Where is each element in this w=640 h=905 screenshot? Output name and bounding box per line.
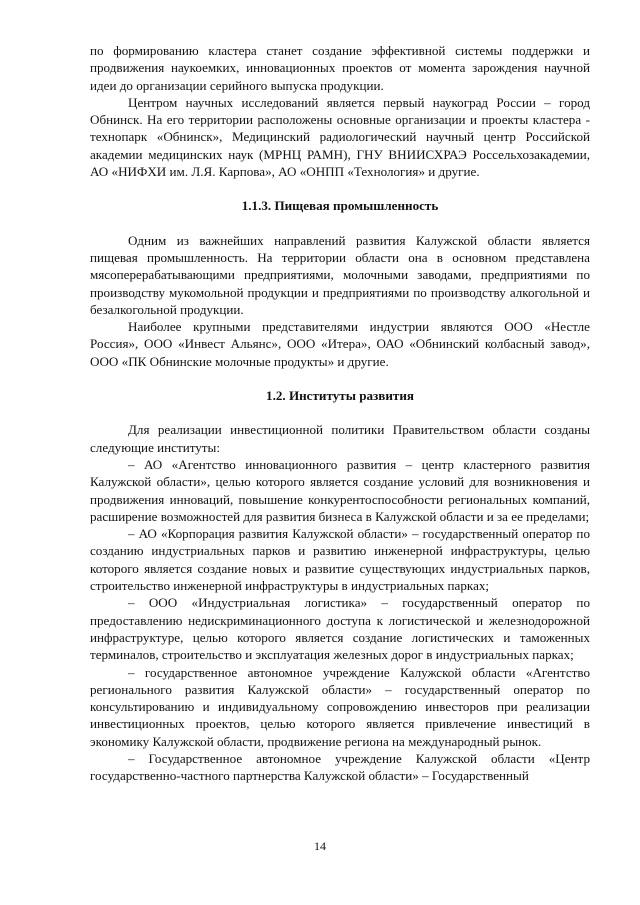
obninsk-paragraph: Центром научных исследований является первый наукоград России – город Обнинск. На его территории расположены основные организации и проекты кластера - технопарк «Обнинск», Медицинский радиологический научный центр Российской академии медицинских наук (МРНЦ РАМН), ГНУ ВНИИСХРАЭ Россельхозакадемии, АО «НИФХИ им. Л.Я. Карпова», АО «ОНПП «Технология» и другие. bbox=[90, 94, 590, 180]
intro-paragraph: по формированию кластера станет создание эффективной системы поддержки и продвижения наукоемких, инновационных проектов от момента зарождения научной идеи до организации серийного выпуска продукции. bbox=[90, 43, 590, 93]
institute-item-regional-agency: – государственное автономное учреждение Калужской области «Агентство регионального развития Калужской области» – государственный оператор по консультированию и индивидуальному сопровождению инвесторов при реализации инвестиционных проектов, целью которого является привлечение инвестиций в экономику Калужской области, продвижение региона на международный рынок. bbox=[90, 664, 590, 749]
food-industry-paragraph: Одним из важнейших направлений развития Калужской области является пищевая промышленность. На территории области она в основном представлена мясоперерабатывающими предприятиями, молочными заводами, предприятиями по производству мукомольной продукции и предприятиями по производству алкогольной и безалкогольной продукции. bbox=[90, 232, 590, 317]
food-industry-companies-paragraph: Наиболее крупными представителями индустрии являются ООО «Нестле Россия», ООО «Инвест Альянс», ООО «Итера», ОАО «Обнинский колбасный завод», ООО «ПК Обнинские молочные продукты» и другие. bbox=[90, 319, 590, 369]
section-heading-food-industry: 1.1.3. Пищевая промышленность bbox=[241, 198, 439, 214]
institute-item-industrial-logistics: – ООО «Индустриальная логистика» – государственный оператор по предоставлению недискриминационного доступа к логистической и железнодорожной инфраструктуре, целью которого является создание логистических и таможенных терминалов, строительство и эксплуатация железных дорог в индустриальных парках; bbox=[90, 595, 590, 663]
institute-item-innovation-agency: – АО «Агентство инновационного развития – центр кластерного развития Калужской области», целью которого является создание условий для возникновения и продвижения инноваций, повышение конкурентоспособности региональных компаний, расширение возможностей для развития бизнеса в Калужской области и за ее пределами; bbox=[90, 456, 590, 524]
section-heading-development-institutes: 1.2. Институты развития bbox=[266, 388, 414, 404]
institute-item-ppp-center: – Государственное автономное учреждение Калужской области «Центр государственно-частного партнерства Калужской области» – Государственный bbox=[90, 750, 590, 784]
page-content bbox=[90, 42, 590, 785]
institutes-intro-paragraph: Для реализации инвестиционной политики Правительством области созданы следующие институты: bbox=[90, 422, 590, 455]
page-number: 14 bbox=[314, 839, 326, 853]
institute-item-development-corporation: – АО «Корпорация развития Калужской области» – государственный оператор по созданию индустриальных парков и развитию инженерной инфраструктуры, целью которого является создание новых и развитие существующих индустриальных парков, строительство инженерной инфраструктуры в индустриальных парках; bbox=[90, 526, 590, 594]
